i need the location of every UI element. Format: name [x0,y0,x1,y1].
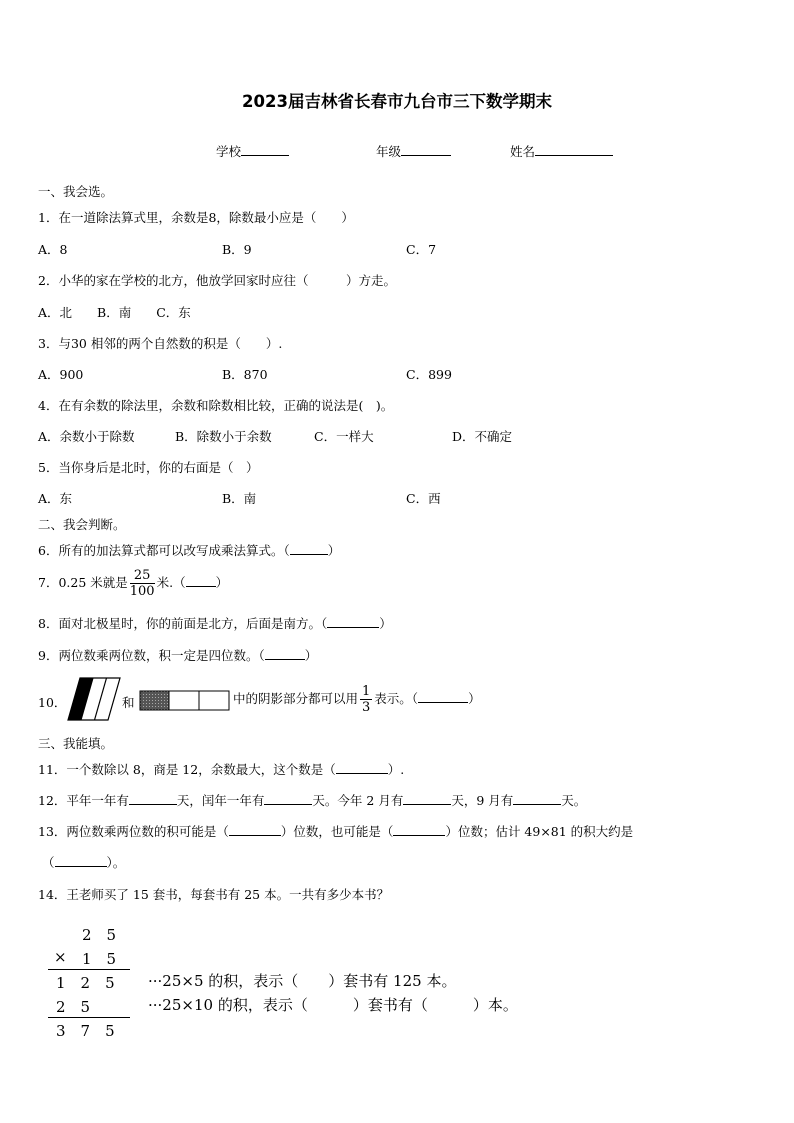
section-heading-2: 二、我会判断。 [38,517,126,532]
q4-option-b[interactable]: B．除数小于余数 [175,429,272,444]
q8-text: 8．面对北极星时，你的前面是北方，后面是南方。（ [38,616,328,631]
question-11 [38,760,404,778]
calc-row-4: 2 5 [56,998,91,1016]
q7-blank[interactable] [186,574,216,587]
question-7 [38,566,228,600]
school-label: 学校 [216,144,242,159]
school-field [216,142,289,160]
q3-option-b[interactable]: B．870 [222,367,268,382]
q6-text: 6．所有的加法算式都可以改写成乘法算式。（ [38,543,290,558]
question-1: 1．在一道除法算式里，余数是8，除数最小应是（ ） [38,210,354,225]
grade-blank[interactable] [401,143,451,156]
school-blank[interactable] [241,143,289,156]
question-2: 2．小华的家在学校的北方，他放学回家时应往（ ）方走。 [38,273,396,288]
q10-mid: 中的阴影部分都可以用 [233,691,359,706]
q9-blank[interactable] [265,647,305,660]
calc-line-2 [48,1017,130,1018]
q2-options[interactable]: A．北 B．南 C．东 [38,305,191,320]
q4-option-d[interactable]: D．不确定 [452,429,513,444]
q7-fraction-denominator: 100 [129,584,155,599]
question-10 [233,680,481,718]
q11-text: 11．一个数除以 8，商是 12，余数最大，这个数是（ [38,762,336,777]
q7-fraction-numerator: 25 [130,568,155,584]
q1-option-c[interactable]: C．7 [406,242,437,257]
q7-close: ） [215,575,229,590]
rectangle-figure [139,690,231,712]
question-13 [38,822,633,840]
q13-part-1: 13．两位数乘两位数的积可能是（ [38,824,229,839]
q5-option-c[interactable]: C．西 [406,491,441,506]
name-label: 姓名 [510,144,536,159]
q13-blank-2[interactable] [393,823,445,836]
question-3: 3．与30 相邻的两个自然数的积是（ ）. [38,336,283,351]
q3-option-c[interactable]: C．899 [406,367,452,382]
q11-blank[interactable] [336,761,388,774]
q5-option-a[interactable]: A．东 [38,491,73,506]
q10-fraction-denominator: 3 [362,700,371,715]
question-5: 5．当你身后是北时，你的右面是（ ） [38,460,259,475]
calc-line-1 [48,969,130,970]
q13-part-2: ）位数，也可能是（ [280,824,394,839]
parallelogram-figure [66,676,122,722]
grade-label: 年级 [376,144,402,159]
q9-text: 9．两位数乘两位数，积一定是四位数。（ [38,648,265,663]
q5-option-b[interactable]: B．南 [222,491,257,506]
question-4: 4．在有余数的除法里，余数和除数相比较，正确的说法是( )。 [38,398,394,413]
q12-blank-2[interactable] [264,792,312,805]
q1-option-a[interactable]: A．8 [38,242,68,257]
q12-part-4: 天，9 月有 [451,793,514,808]
question-14: 14．王老师买了 15 套书，每套书有 25 本。一共有多少本书？ [38,887,390,902]
q12-part-2: 天，闰年一年有 [176,793,265,808]
q10-fraction [360,684,372,715]
q1-option-b[interactable]: B．9 [222,242,252,257]
question-13-continued [42,853,125,871]
q12-part-1: 12．平年一年有 [38,793,129,808]
question-6 [38,541,340,559]
q12-part-5: 天。 [561,793,587,808]
q7-pre: 7．0.25 米就是 [38,575,128,590]
q8-close: ） [379,616,392,631]
q10-close: ） [468,691,481,706]
q10-number: 10． [38,695,67,710]
calc-note-1: ···25×5 的积，表示（ ）套书有 125 本。 [148,972,457,990]
q3-option-a[interactable]: A．900 [38,367,84,382]
section-heading-1: 一、我会选。 [38,184,114,199]
q13-part-4: （ [42,855,55,870]
question-12 [38,791,586,809]
rectangle-part [199,691,229,710]
section-heading-3: 三、我能填。 [38,736,114,751]
q12-blank-3[interactable] [403,792,451,805]
rectangle-shaded-part [140,691,169,710]
q6-close: ） [327,543,341,558]
q7-post: 米.（ [156,575,186,590]
grade-field [376,142,451,160]
q13-part-3: ）位数；估计 49×81 的积大约是 [445,824,634,839]
q10-fraction-numerator: 1 [362,684,371,699]
question-8 [38,614,392,632]
name-field [510,142,613,160]
calc-note-2: ···25×10 的积，表示（ ）套书有（ ）本。 [148,996,518,1014]
q12-blank-4[interactable] [513,792,561,805]
question-9 [38,646,317,664]
q10-blank[interactable] [418,690,468,703]
q10-and: 和 [122,695,135,710]
calc-row-5: 3 7 5 [56,1022,115,1040]
calc-row-2: 1 5 [82,950,117,968]
q10-post: 表示。（ [374,691,419,706]
calc-row-1: 2 5 [82,926,117,944]
q13-part-5: ）。 [106,855,126,870]
q8-blank[interactable] [327,615,379,628]
calc-row-3: 1 2 5 [56,974,115,992]
q7-fraction [130,568,155,599]
q4-option-a[interactable]: A．余数小于除数 [38,429,135,444]
page-title: 2023届吉林省长春市九台市三下数学期末 [242,92,552,111]
q11-close: ）. [387,762,405,777]
q13-blank-3[interactable] [55,854,107,867]
q12-blank-1[interactable] [129,792,177,805]
name-blank[interactable] [535,143,613,156]
rectangle-part [169,691,199,710]
calc-times-sign: × [54,948,67,966]
q4-option-c[interactable]: C．一样大 [314,429,374,444]
q6-blank[interactable] [290,542,328,555]
q9-close: ） [304,648,318,663]
q13-blank-1[interactable] [229,823,281,836]
q12-part-3: 天。今年 2 月有 [312,793,404,808]
